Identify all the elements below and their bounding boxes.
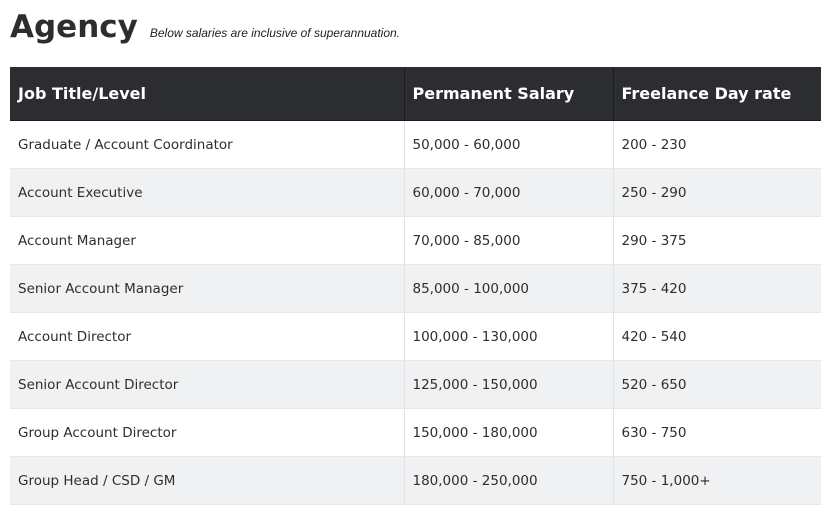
table-row bbox=[10, 409, 821, 457]
page-title: Agency bbox=[10, 9, 138, 45]
permanent-salary-cell: 125,000 - 150,000 bbox=[404, 361, 613, 409]
permanent-salary-cell: 150,000 - 180,000 bbox=[404, 409, 613, 457]
table-body bbox=[10, 121, 821, 505]
page-subtitle: Below salaries are inclusive of superannuation. bbox=[149, 26, 401, 40]
day-rate-cell: 200 - 230 bbox=[613, 121, 821, 169]
column-header-job-title: Job Title/Level bbox=[10, 67, 404, 121]
day-rate-cell: 290 - 375 bbox=[613, 217, 821, 265]
job-title-cell: Account Manager bbox=[10, 217, 404, 265]
job-title-cell: Group Account Director bbox=[10, 409, 404, 457]
day-rate-cell: 420 - 540 bbox=[613, 313, 821, 361]
table-header-row bbox=[10, 67, 821, 121]
day-rate-cell: 250 - 290 bbox=[613, 169, 821, 217]
permanent-salary-cell: 50,000 - 60,000 bbox=[404, 121, 613, 169]
column-header-freelance-day-rate: Freelance Day rate bbox=[613, 67, 821, 121]
table-row bbox=[10, 217, 821, 265]
job-title-cell: Account Director bbox=[10, 313, 404, 361]
table-row bbox=[10, 265, 821, 313]
job-title-cell: Senior Account Director bbox=[10, 361, 404, 409]
table-row bbox=[10, 169, 821, 217]
salary-table bbox=[10, 67, 821, 505]
day-rate-cell: 630 - 750 bbox=[613, 409, 821, 457]
permanent-salary-cell: 100,000 - 130,000 bbox=[404, 313, 613, 361]
table-header bbox=[10, 67, 821, 121]
day-rate-cell: 375 - 420 bbox=[613, 265, 821, 313]
page-header bbox=[10, 6, 400, 48]
table-row bbox=[10, 457, 821, 505]
permanent-salary-cell: 180,000 - 250,000 bbox=[404, 457, 613, 505]
job-title-cell: Group Head / CSD / GM bbox=[10, 457, 404, 505]
day-rate-cell: 750 - 1,000+ bbox=[613, 457, 821, 505]
permanent-salary-cell: 70,000 - 85,000 bbox=[404, 217, 613, 265]
job-title-cell: Graduate / Account Coordinator bbox=[10, 121, 404, 169]
job-title-cell: Senior Account Manager bbox=[10, 265, 404, 313]
permanent-salary-cell: 85,000 - 100,000 bbox=[404, 265, 613, 313]
table-row bbox=[10, 121, 821, 169]
table-row bbox=[10, 313, 821, 361]
table-row bbox=[10, 361, 821, 409]
column-header-permanent-salary: Permanent Salary bbox=[404, 67, 613, 121]
job-title-cell: Account Executive bbox=[10, 169, 404, 217]
day-rate-cell: 520 - 650 bbox=[613, 361, 821, 409]
permanent-salary-cell: 60,000 - 70,000 bbox=[404, 169, 613, 217]
